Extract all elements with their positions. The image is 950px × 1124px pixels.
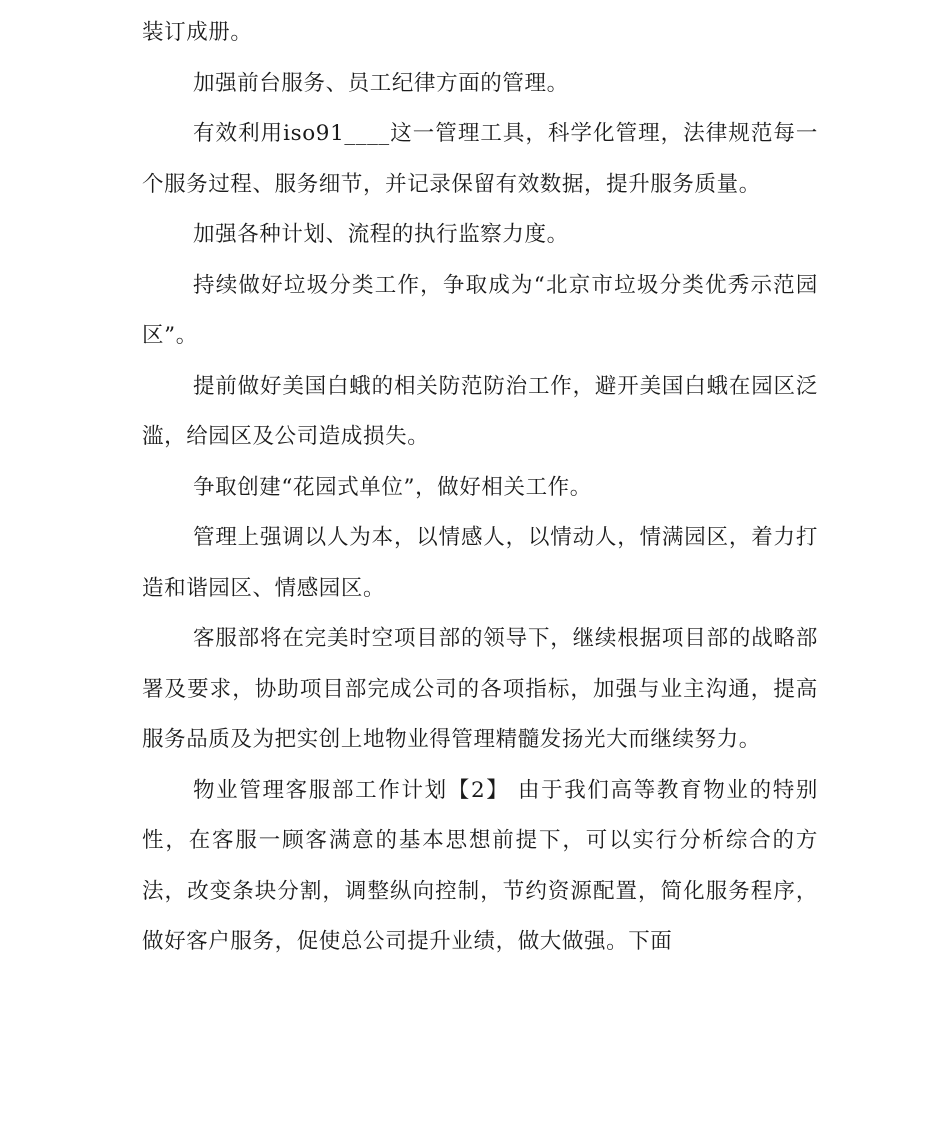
- paragraph-moth-prevention: 提前做好美国白蛾的相关防范防治工作，避开美国白蛾在园区泛滥，给园区及公司造成损失。: [142, 373, 818, 449]
- paragraph-garden-unit: 争取创建“花园式单位”，做好相关工作。: [193, 474, 592, 500]
- paragraph-work-plan-2: 物业管理客服部工作计划【2】 由于我们高等教育物业的特别性，在客服一顾客满意的基本思想前提下，可以实行分析综合的方法，改变条块分割，调整纵向控制，节约资源配置，简化服务程序，做好客户服务，促使总公司提升业绩，做大做强。下面: [142, 777, 818, 954]
- paragraph-continuation: 装订成册。: [142, 20, 253, 45]
- paragraph-supervision: 加强各种计划、流程的执行监察力度。: [193, 222, 569, 247]
- document-body: [142, 8, 818, 968]
- paragraph-waste-sorting: 持续做好垃圾分类工作，争取成为“北京市垃圾分类优秀示范园区”。: [142, 272, 818, 348]
- paragraph-front-desk: 加强前台服务、员工纪律方面的管理。: [193, 70, 569, 96]
- paragraph-people-oriented: 管理上强调以人为本，以情感人，以情动人，情满园区，着力打造和谐园区、情感园区。: [142, 525, 818, 601]
- paragraph-customer-service: 客服部将在完美时空项目部的领导下，继续根据项目部的战略部署及要求，协助项目部完成公司的各项指标，加强与业主沟通，提高服务品质及为把实创上地物业得管理精髓发扬光大而继续努力。: [142, 626, 818, 752]
- paragraph-iso: 有效利用iso91____这一管理工具，科学化管理，法律规范每一个服务过程、服务细节，并记录保留有效数据，提升服务质量。: [142, 121, 818, 197]
